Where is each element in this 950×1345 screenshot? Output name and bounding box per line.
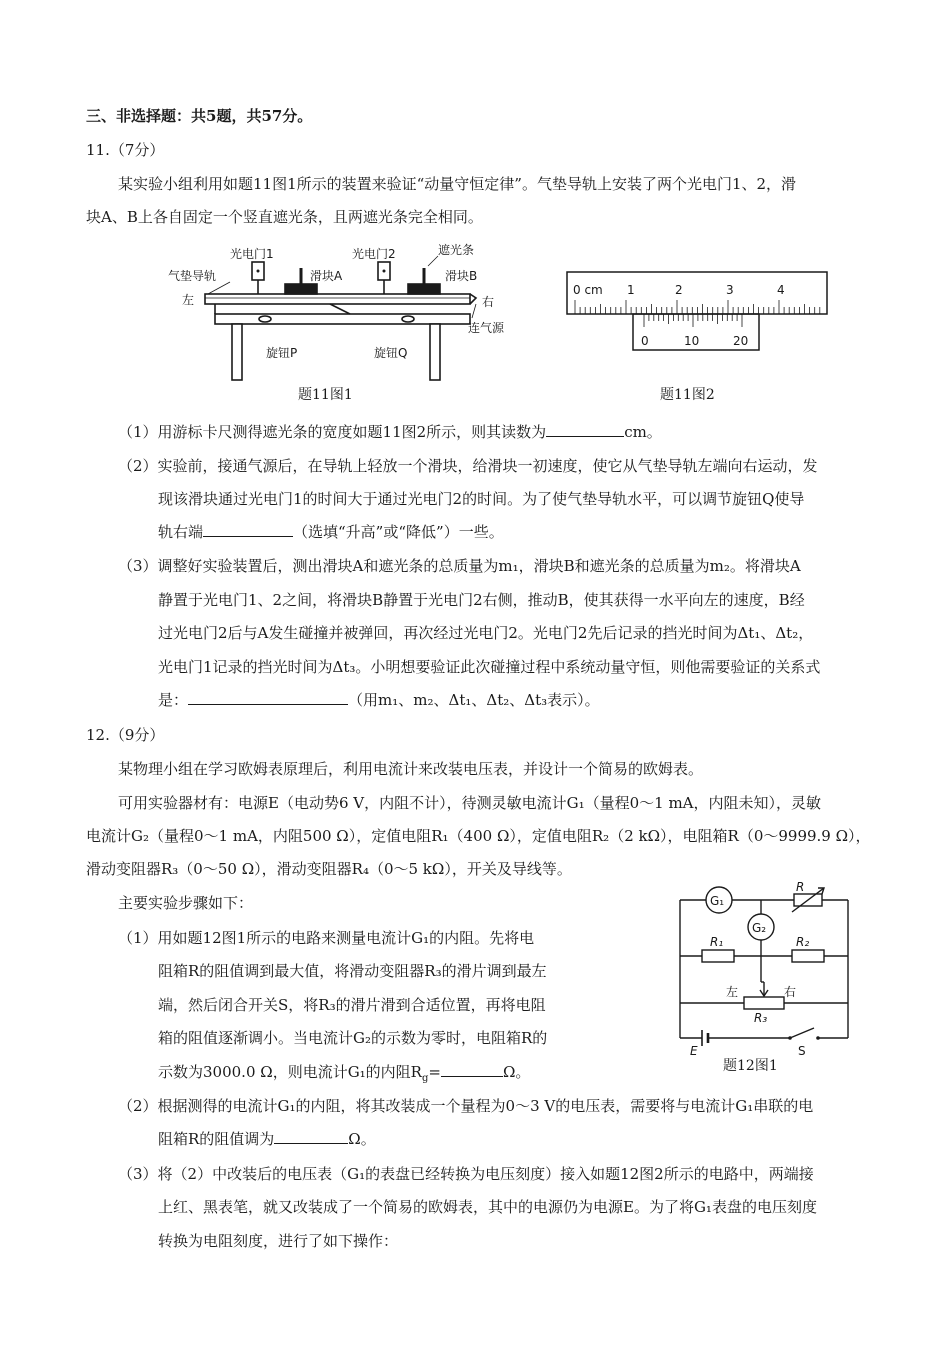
label-photogate-2: 光电门2: [352, 247, 396, 261]
vernier-label-10: 10: [684, 334, 700, 348]
main-scale-label-2: 2: [675, 283, 683, 297]
q12-equipment-line-3: 滑动变阻器R₃（0～50 Ω），滑动变阻器R₄（0～5 kΩ），开关及导线等。: [86, 860, 572, 878]
q12-step1-text: 示数为3000.0 Ω，则电流计G₁的内阻R: [158, 1063, 422, 1081]
label-right: 右: [482, 295, 495, 309]
q11-part2-hint: （选填“升高”或“降低”）一些。: [293, 523, 504, 541]
label-air-source: 连气源: [468, 321, 505, 335]
q12-step2-text: 阻箱R的阻值调为: [158, 1130, 275, 1148]
q12-fig1-caption: 题12图1: [723, 1058, 778, 1074]
q12-step1-line-3: 端，然后闭合开关S，将R₃的滑片滑到合适位置，再将电阻: [158, 996, 546, 1014]
label-air-rail: 气垫导轨: [168, 269, 217, 283]
label-slider-b: 滑块B: [445, 269, 478, 283]
q11-figure-2-vernier: [565, 270, 835, 355]
q11-part2-text: 轨右端: [158, 523, 204, 541]
q11-header: 11.（7分）: [86, 141, 165, 159]
q12-step2-line-2: [158, 1129, 376, 1149]
q11-part2-blank: [203, 522, 293, 537]
circuit-label-left: 左: [726, 985, 739, 999]
q11-part1-unit: cm。: [624, 423, 662, 441]
q12-equipment-line-1: 可用实验器材有：电源E（电动势6 V，内阻不计），待测灵敏电流计G₁（量程0～1 mA，内阻未知），灵敏: [118, 794, 822, 812]
q11-part3-hint: （用m₁、m₂、Δt₁、Δt₂、Δt₃表示）。: [348, 691, 600, 709]
q11-part3-line-3: 过光电门2后与A发生碰撞并被弹回，再次经过光电门2。光电门2先后记录的挡光时间为Δt₁、Δt₂，: [158, 624, 814, 642]
q11-intro-line-1: 某实验小组利用如题11图1所示的装置来验证“动量守恒定律”。气垫导轨上安装了两个光电门1、2，滑: [118, 175, 797, 193]
q12-step2-unit: Ω。: [348, 1130, 376, 1148]
circuit-label-right: 右: [784, 985, 797, 999]
circuit-label-r: R: [796, 880, 805, 894]
label-left: 左: [182, 293, 195, 307]
q11-figure-1-air-track: [160, 240, 530, 390]
q11-part3-line-2: 静置于光电门1、2之间，将滑块B静置于光电门2右侧，推动B，使其获得一水平向左的速度，B经: [158, 591, 805, 609]
section-title: 三、非选择题：共5题，共57分。: [86, 107, 313, 125]
q11-part2-line-2: 现该滑块通过光电门1的时间大于通过光电门2的时间。为了使气垫导轨水平，可以调节旋钮Q使导: [158, 490, 805, 508]
q12-steps: 主要实验步骤如下：: [118, 894, 254, 912]
q12-step1-sub: g: [421, 1073, 429, 1084]
q12-step3-line-3: 转换为电阻刻度，进行了如下操作：: [158, 1232, 399, 1250]
q12-step2-blank: [274, 1129, 348, 1144]
q12-step1-line-4: 箱的阻值逐渐调小。当电流计G₂的示数为零时，电阻箱R的: [158, 1029, 548, 1047]
label-strip: 遮光条: [438, 243, 475, 257]
q12-step3-line-2: 上红、黑表笔，就又改装成了一个简易的欧姆表，其中的电源仍为电源E。为了将G₁表盘的电压刻度: [158, 1198, 817, 1216]
q12-step1-unit: Ω。: [502, 1063, 531, 1081]
q11-part3-text: 是：: [158, 691, 189, 709]
label-slider-a: 滑块A: [310, 269, 343, 283]
q12-header: 12.（9分）: [86, 726, 165, 744]
q12-step1-line-5: [158, 1062, 530, 1089]
q11-fig1-caption: 题11图1: [298, 387, 353, 403]
label-knob-q: 旋钮Q: [374, 346, 408, 360]
main-scale-label-4: 4: [777, 283, 785, 297]
q11-intro-line-2: 块A、B上各自固定一个竖直遮光条，且两遮光条完全相同。: [86, 208, 483, 226]
vernier-label-0: 0: [641, 334, 649, 348]
main-scale-label-3: 3: [726, 283, 734, 297]
circuit-label-s: S: [798, 1044, 806, 1058]
q12-step1-line-2: 阻箱R的阻值调到最大值，将滑动变阻器R₃的滑片调到最左: [158, 962, 547, 980]
circuit-label-r2: R₂: [796, 935, 810, 949]
q12-step1-blank: [441, 1062, 503, 1077]
vernier-label-20: 20: [733, 334, 749, 348]
q11-part3-blank: [188, 690, 348, 705]
q11-part3-line-1: （3）调整好实验装置后，测出滑块A和遮光条的总质量为m₁，滑块B和遮光条的总质量为m₂。将滑块A: [118, 557, 801, 575]
q11-part2-line-1: （2）实验前，接通气源后，在导轨上轻放一个滑块，给滑块一初速度，使它从气垫导轨左端向右运动，发: [118, 457, 818, 475]
circuit-label-g2: G₂: [752, 921, 767, 935]
circuit-label-r3: R₃: [754, 1011, 768, 1025]
q12-step1-eq: =: [428, 1063, 441, 1081]
circuit-label-g1: G₁: [710, 894, 725, 908]
q11-part1-blank: [546, 422, 624, 437]
q11-part3-line-4: 光电门1记录的挡光时间为Δt₃。小明想要验证此次碰撞过程中系统动量守恒，则他需要验证的关系式: [158, 658, 821, 676]
q11-fig2-caption: 题11图2: [660, 387, 715, 403]
circuit-label-r1: R₁: [710, 935, 724, 949]
q12-figure-1-circuit: [672, 878, 857, 1058]
q12-step2-line-1: （2）根据测得的电流计G₁的内阻，将其改装成一个量程为0～3 V的电压表，需要将与电流计G₁串联的电: [118, 1097, 814, 1115]
main-scale-label-1: 1: [627, 283, 635, 297]
label-knob-p: 旋钮P: [266, 346, 298, 360]
circuit-label-e: E: [690, 1044, 698, 1058]
q11-part1-text: （1）用游标卡尺测得遮光条的宽度如题11图2所示，则其读数为: [118, 423, 547, 441]
q12-intro: 某物理小组在学习欧姆表原理后，利用电流计来改装电压表，并设计一个简易的欧姆表。: [118, 760, 704, 778]
label-photogate-1: 光电门1: [230, 247, 274, 261]
q11-part3-line-5: [158, 690, 600, 710]
q11-part1: [118, 422, 662, 442]
q12-step1-line-1: （1）用如题12图1所示的电路来测量电流计G₁的内阻。先将电: [118, 929, 535, 947]
q11-part2-line-3: [158, 522, 504, 542]
main-scale-label-0: 0 cm: [573, 283, 603, 297]
q12-step3-line-1: （3）将（2）中改装后的电压表（G₁的表盘已经转换为电压刻度）接入如题12图2所示的电路中，两端接: [118, 1165, 814, 1183]
q12-equipment-line-2: 电流计G₂（量程0～1 mA，内阻500 Ω），定值电阻R₁（400 Ω），定值电阻R₂（2 kΩ），电阻箱R（0～9999.9 Ω），: [86, 827, 871, 845]
